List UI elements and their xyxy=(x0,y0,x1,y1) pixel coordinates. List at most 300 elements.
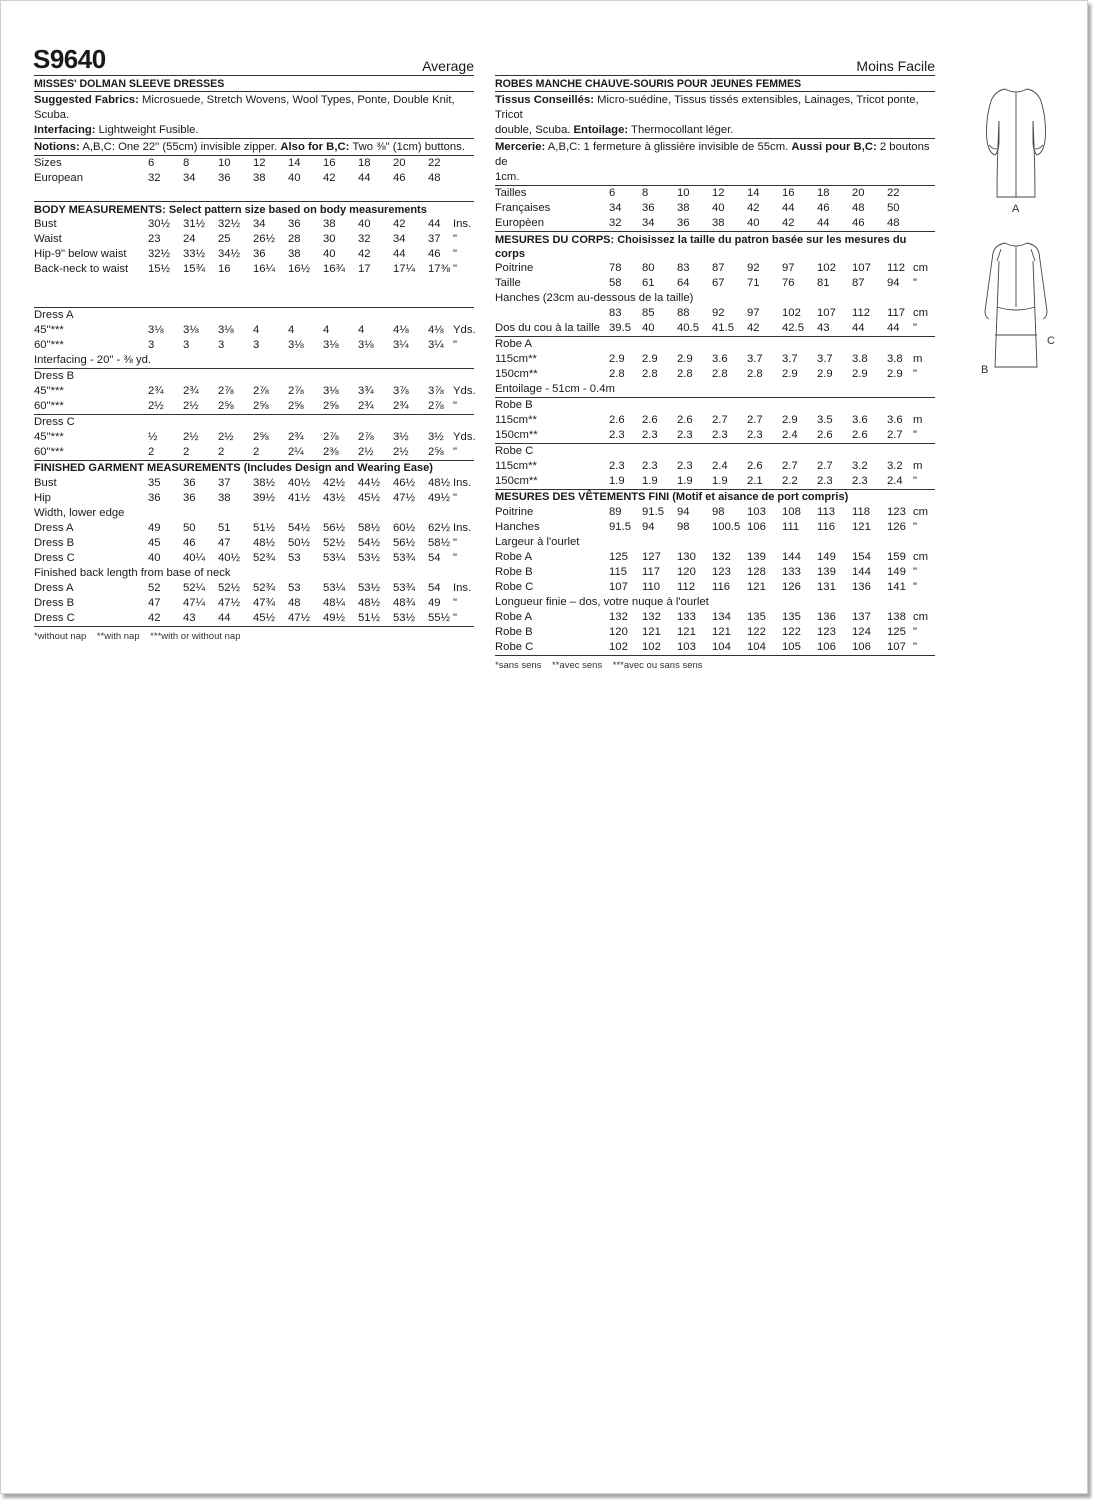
english-length-rows xyxy=(34,581,474,626)
table-cell: 2.3 xyxy=(852,475,868,487)
unit-label: " xyxy=(913,521,918,533)
table-cell: 23 xyxy=(148,233,161,245)
robe-b-yardage xyxy=(495,413,935,443)
table-cell: 2.9 xyxy=(887,368,903,380)
table-cell: 40 xyxy=(747,217,760,229)
table-cell: 3.2 xyxy=(852,460,868,472)
row-label: 60"*** xyxy=(34,446,64,458)
table-cell: 3.6 xyxy=(712,353,728,365)
unit-label: " xyxy=(913,277,918,289)
table-cell: 116 xyxy=(817,521,836,533)
table-cell: 2½ xyxy=(218,431,234,443)
table-cell: 2.3 xyxy=(712,429,728,441)
french-length-label: Longueur finie – dos, votre nuque à l'ourlet xyxy=(495,596,709,608)
table-cell: 36 xyxy=(253,248,266,260)
table-cell: 2.4 xyxy=(782,429,798,441)
unit-label: " xyxy=(913,322,918,334)
table-cell: 48 xyxy=(887,217,900,229)
french-fabrics: Tissus Conseillés: Micro-suédine, Tissus tissés extensibles, Lainages, Tricot ponte, Tricot double, Scuba. Entoilage: Thermocollant léger. xyxy=(495,92,935,139)
dress-b-yardage xyxy=(34,384,474,414)
table-cell: 126 xyxy=(887,521,906,533)
table-cell: 94 xyxy=(887,277,900,289)
table-cell: 2.3 xyxy=(609,460,625,472)
table-cell: 48¼ xyxy=(323,597,345,609)
table-cell: 20 xyxy=(393,157,406,169)
table-cell: 44 xyxy=(887,322,900,334)
table-cell: 44 xyxy=(218,612,231,624)
table-cell: 3⅛ xyxy=(323,339,339,351)
table-cell: 104 xyxy=(747,641,766,653)
table-cell: 40 xyxy=(358,218,371,230)
table-cell: 36 xyxy=(148,492,161,504)
table-cell: 94 xyxy=(642,521,655,533)
row-label: Hip xyxy=(34,492,51,504)
table-cell: 52¾ xyxy=(253,582,275,594)
row-label: Bust xyxy=(34,477,57,489)
table-cell: 2.8 xyxy=(712,368,728,380)
unit-label: cm xyxy=(913,611,929,623)
table-cell: 117 xyxy=(642,566,661,578)
table-cell: 2½ xyxy=(393,446,409,458)
table-cell: 48 xyxy=(288,597,301,609)
table-cell: 42 xyxy=(747,202,760,214)
table-cell: 41.5 xyxy=(712,322,734,334)
table-cell: 50½ xyxy=(288,537,310,549)
unit-label: " xyxy=(913,566,918,578)
robe-a-yardage-label: Robe A xyxy=(495,338,533,350)
table-cell: 2.4 xyxy=(712,460,728,472)
table-cell: 2.9 xyxy=(782,368,798,380)
unit-label: " xyxy=(453,400,458,412)
table-row xyxy=(495,550,935,565)
table-cell: 24 xyxy=(183,233,196,245)
table-cell: 2.7 xyxy=(887,429,903,441)
dress-c-yardage xyxy=(34,430,474,460)
table-cell: 115 xyxy=(609,566,628,578)
table-cell: 47½ xyxy=(288,612,310,624)
table-cell: 3⅛ xyxy=(288,339,304,351)
table-cell: 120 xyxy=(609,626,628,638)
table-cell: 33½ xyxy=(183,248,205,260)
garment-line-drawings xyxy=(961,81,1071,381)
unit-label: Ins. xyxy=(453,218,472,230)
row-label: 45"*** xyxy=(34,431,64,443)
unit-label: " xyxy=(453,597,458,609)
table-cell: 112 xyxy=(887,262,906,274)
table-cell: 149 xyxy=(817,551,836,563)
table-cell: 2.3 xyxy=(609,429,625,441)
table-cell: 3⅛ xyxy=(218,324,234,336)
row-label: Waist xyxy=(34,233,62,245)
unit-label: Yds. xyxy=(453,324,476,336)
table-cell: 2⅝ xyxy=(428,446,444,458)
table-cell: 2.3 xyxy=(817,475,833,487)
table-cell: 3.7 xyxy=(782,353,798,365)
table-cell: 105 xyxy=(782,641,801,653)
english-finished-title: FINISHED GARMENT MEASUREMENTS (Includes Design and Wearing Ease) xyxy=(34,462,433,474)
table-row xyxy=(34,384,474,399)
unit-label: cm xyxy=(913,506,929,518)
table-cell: 18 xyxy=(817,187,830,199)
table-cell: 2.8 xyxy=(747,368,763,380)
table-cell: 132 xyxy=(712,551,731,563)
unit-label: cm xyxy=(913,307,929,319)
table-row xyxy=(495,413,935,428)
table-row xyxy=(34,232,474,247)
row-label: Hip-9" below waist xyxy=(34,248,127,260)
table-cell: 2.9 xyxy=(782,414,798,426)
table-cell: 42 xyxy=(393,218,406,230)
table-cell: 125 xyxy=(609,551,628,563)
table-cell: 60½ xyxy=(393,522,415,534)
table-cell: 2¾ xyxy=(358,400,374,412)
table-cell: 53¾ xyxy=(393,552,415,564)
table-cell: 1.9 xyxy=(677,475,693,487)
table-cell: 3.6 xyxy=(852,414,868,426)
table-cell: 17⅜ xyxy=(428,263,450,275)
unit-label: " xyxy=(453,492,458,504)
table-cell: 107 xyxy=(817,307,836,319)
table-cell: 2.2 xyxy=(782,475,798,487)
table-cell: 2¾ xyxy=(393,400,409,412)
table-cell: 138 xyxy=(887,611,906,623)
table-cell: 16½ xyxy=(288,263,310,275)
table-cell: 40½ xyxy=(288,477,310,489)
table-cell: 3⅛ xyxy=(183,324,199,336)
row-label: 45"*** xyxy=(34,385,64,397)
table-cell: 44 xyxy=(817,217,830,229)
table-cell: 2⅞ xyxy=(253,385,269,397)
row-label: 150cm** xyxy=(495,429,538,441)
table-cell: 44 xyxy=(852,322,865,334)
table-cell: 3¾ xyxy=(358,385,374,397)
table-cell: 64 xyxy=(677,277,690,289)
table-cell: 47 xyxy=(218,537,231,549)
table-cell: 2.3 xyxy=(642,460,658,472)
table-cell: 49½ xyxy=(323,612,345,624)
table-cell: 4⅛ xyxy=(428,324,444,336)
unit-label: m xyxy=(913,353,923,365)
table-cell: 112 xyxy=(852,307,871,319)
table-cell: 116 xyxy=(712,581,731,593)
table-cell: 2.3 xyxy=(747,429,763,441)
row-label: 115cm** xyxy=(495,414,537,426)
table-cell: 3 xyxy=(253,339,260,351)
table-cell: 132 xyxy=(642,611,661,623)
table-cell: 22 xyxy=(887,187,900,199)
row-label: 115cm** xyxy=(495,353,537,365)
table-row xyxy=(495,321,935,336)
table-cell: 108 xyxy=(782,506,801,518)
table-cell: 3.5 xyxy=(817,414,833,426)
unit-label: " xyxy=(913,475,918,487)
table-cell: 45½ xyxy=(358,492,380,504)
row-label: Robe B xyxy=(495,566,533,578)
table-cell: 2⅝ xyxy=(323,400,339,412)
table-cell: 47¾ xyxy=(253,597,275,609)
unit-label: Ins. xyxy=(453,582,472,594)
table-row xyxy=(34,551,474,566)
table-cell: 41½ xyxy=(288,492,310,504)
table-cell: 16 xyxy=(782,187,795,199)
table-cell: 136 xyxy=(817,611,836,623)
view-label-c: C xyxy=(1047,335,1055,347)
row-label: 60"*** xyxy=(34,400,64,412)
table-cell: 54 xyxy=(428,582,441,594)
table-cell: 102 xyxy=(817,262,836,274)
table-cell: 43 xyxy=(817,322,830,334)
robe-c-yardage-label: Robe C xyxy=(495,445,534,457)
table-cell: 2.8 xyxy=(609,368,625,380)
table-cell: 34 xyxy=(642,217,655,229)
table-cell: 2⅝ xyxy=(218,400,234,412)
table-cell: 44½ xyxy=(358,477,380,489)
table-cell: 106 xyxy=(747,521,766,533)
row-label: Poitrine xyxy=(495,262,534,274)
table-cell: 2⅝ xyxy=(253,431,269,443)
table-cell: 135 xyxy=(782,611,801,623)
row-label: Robe B xyxy=(495,626,533,638)
table-cell: 52¼ xyxy=(183,582,205,594)
unit-label: " xyxy=(453,248,458,260)
table-cell: 44 xyxy=(428,218,441,230)
table-row xyxy=(34,611,474,626)
table-cell: 2⅞ xyxy=(218,385,234,397)
row-label: Dress B xyxy=(34,597,75,609)
table-cell: 111 xyxy=(782,521,800,533)
table-row xyxy=(495,201,935,216)
table-cell: 2 xyxy=(253,446,260,458)
english-column xyxy=(34,45,474,643)
table-cell: 39.5 xyxy=(609,322,631,334)
table-cell: 51½ xyxy=(358,612,380,624)
table-cell: 159 xyxy=(887,551,906,563)
row-label: Taille xyxy=(495,277,521,289)
unit-label: " xyxy=(453,537,458,549)
row-label: Robe C xyxy=(495,581,534,593)
table-cell: 58 xyxy=(609,277,622,289)
english-width-rows xyxy=(34,521,474,566)
table-cell: 3⅛ xyxy=(323,385,339,397)
table-cell: 83 xyxy=(677,262,690,274)
english-title: MISSES' DOLMAN SLEEVE DRESSES xyxy=(34,76,474,92)
table-cell: 106 xyxy=(817,641,836,653)
table-cell: 133 xyxy=(782,566,801,578)
table-cell: 91.5 xyxy=(642,506,664,518)
table-cell: 53¼ xyxy=(323,582,345,594)
table-cell: 40 xyxy=(288,172,301,184)
table-cell: 32 xyxy=(609,217,622,229)
dress-a-yardage xyxy=(34,323,474,353)
table-cell: 40¼ xyxy=(183,552,205,564)
table-cell: 44 xyxy=(393,248,406,260)
table-cell: 32½ xyxy=(218,218,240,230)
table-cell: 2 xyxy=(148,446,155,458)
french-body-measurements xyxy=(495,261,935,291)
unit-label: " xyxy=(453,339,458,351)
table-cell: 20 xyxy=(852,187,865,199)
row-label: Poitrine xyxy=(495,506,534,518)
row-label: 45"*** xyxy=(34,324,64,336)
view-label-a: A xyxy=(1012,203,1020,215)
table-cell: 53¾ xyxy=(393,582,415,594)
table-cell: 37 xyxy=(428,233,441,245)
table-cell: 38 xyxy=(218,492,231,504)
table-cell: 123 xyxy=(817,626,836,638)
french-column xyxy=(495,45,935,672)
unit-label: cm xyxy=(913,551,929,563)
row-label: Hanches xyxy=(495,521,540,533)
row-label: Tailles xyxy=(495,187,527,199)
table-cell: 16¼ xyxy=(253,263,275,275)
table-cell: 58½ xyxy=(358,522,380,534)
table-row xyxy=(34,491,474,506)
table-cell: 3½ xyxy=(428,431,444,443)
table-cell: 56½ xyxy=(323,522,345,534)
table-cell: 44 xyxy=(358,172,371,184)
table-cell: 2.4 xyxy=(887,475,903,487)
english-sizes-table xyxy=(34,156,474,186)
table-cell: 2⅝ xyxy=(288,400,304,412)
table-cell: 2¾ xyxy=(183,385,199,397)
unit-label: Yds. xyxy=(453,385,476,397)
table-cell: 121 xyxy=(852,521,871,533)
table-row xyxy=(495,459,935,474)
table-cell: 3⅞ xyxy=(428,385,444,397)
table-cell: 35 xyxy=(148,477,161,489)
table-cell: 34 xyxy=(609,202,622,214)
french-back-row xyxy=(495,321,935,336)
table-cell: 46 xyxy=(183,537,196,549)
table-row xyxy=(34,156,474,171)
table-cell: 122 xyxy=(747,626,766,638)
table-cell: 2¾ xyxy=(288,431,304,443)
unit-label: " xyxy=(913,581,918,593)
table-row xyxy=(34,430,474,445)
table-cell: 40½ xyxy=(218,552,240,564)
table-cell: 2½ xyxy=(183,431,199,443)
table-cell: 38 xyxy=(677,202,690,214)
table-cell: 154 xyxy=(852,551,871,563)
table-cell: 52½ xyxy=(218,582,240,594)
table-cell: 46 xyxy=(817,202,830,214)
table-cell: 3.7 xyxy=(747,353,763,365)
table-cell: 3½ xyxy=(393,431,409,443)
table-cell: 3 xyxy=(148,339,155,351)
table-cell: 38 xyxy=(253,172,266,184)
table-cell: 54 xyxy=(428,552,441,564)
table-cell: 48 xyxy=(852,202,865,214)
table-cell: 4 xyxy=(358,324,365,336)
table-row xyxy=(34,596,474,611)
table-cell: 2.7 xyxy=(817,460,833,472)
table-cell: 97 xyxy=(747,307,760,319)
table-cell: 2.9 xyxy=(677,353,693,365)
table-cell: 121 xyxy=(747,581,766,593)
table-cell: 32 xyxy=(358,233,371,245)
table-cell: 83 xyxy=(609,307,622,319)
table-cell: 45 xyxy=(148,537,161,549)
table-cell: 1.9 xyxy=(712,475,728,487)
table-cell: 97 xyxy=(782,262,795,274)
french-finished-measurements xyxy=(495,505,935,535)
table-cell: 1.9 xyxy=(642,475,658,487)
table-cell: 110 xyxy=(642,581,661,593)
table-row xyxy=(34,323,474,338)
table-cell: 34 xyxy=(393,233,406,245)
table-cell: 14 xyxy=(288,157,301,169)
row-label: European xyxy=(34,172,83,184)
table-cell: 141 xyxy=(887,581,906,593)
table-cell: 48¾ xyxy=(393,597,415,609)
table-row xyxy=(495,565,935,580)
table-cell: 121 xyxy=(712,626,731,638)
english-notions: Notions: A,B,C: One 22" (55cm) invisible zipper. Also for B,C: Two ⅜" (1cm) buttons. xyxy=(34,139,474,156)
table-cell: 58½ xyxy=(428,537,450,549)
table-cell: 6 xyxy=(609,187,616,199)
table-cell: 30 xyxy=(323,233,336,245)
table-row xyxy=(34,521,474,536)
table-cell: 53 xyxy=(288,582,301,594)
row-label: Robe A xyxy=(495,611,533,623)
french-footnote: *sans sens **avec sens ***avec ou sans sens xyxy=(495,660,703,671)
dress-a-interfacing: Interfacing - 20" - ⅜ yd. xyxy=(34,353,474,369)
table-cell: 51½ xyxy=(253,522,275,534)
table-cell: 56½ xyxy=(393,537,415,549)
unit-label: cm xyxy=(913,262,929,274)
table-cell: 2.6 xyxy=(852,429,868,441)
table-cell: 121 xyxy=(642,626,661,638)
row-label: 115cm** xyxy=(495,460,537,472)
unit-label: m xyxy=(913,414,923,426)
pattern-number: S9640 xyxy=(33,44,106,74)
table-cell: 25 xyxy=(218,233,231,245)
unit-label: " xyxy=(913,641,918,653)
french-length-rows xyxy=(495,610,935,655)
table-cell: 22 xyxy=(428,157,441,169)
table-row xyxy=(495,186,935,201)
table-cell: 48½ xyxy=(253,537,275,549)
table-cell: 15½ xyxy=(148,263,170,275)
row-label: Dress B xyxy=(34,537,75,549)
unit-label: " xyxy=(453,233,458,245)
table-cell: 2.7 xyxy=(782,460,798,472)
table-row xyxy=(34,247,474,262)
table-cell: 103 xyxy=(677,641,696,653)
row-label: Dress A xyxy=(34,522,74,534)
table-cell: 3.2 xyxy=(887,460,903,472)
table-cell: 53¼ xyxy=(323,552,345,564)
table-cell: 28 xyxy=(288,233,301,245)
table-cell: 45½ xyxy=(253,612,275,624)
french-hip-label: Hanches (23cm au-dessous de la taille) xyxy=(495,292,694,304)
table-cell: 124 xyxy=(852,626,871,638)
table-cell: 49½ xyxy=(428,492,450,504)
table-cell: 48½ xyxy=(358,597,380,609)
table-cell: 92 xyxy=(712,307,725,319)
table-cell: 2.6 xyxy=(817,429,833,441)
table-row xyxy=(34,217,474,232)
difficulty-level-fr: Moins Facile xyxy=(856,58,935,74)
table-cell: 4 xyxy=(253,324,260,336)
table-cell: 8 xyxy=(183,157,190,169)
table-cell: 52 xyxy=(148,582,161,594)
robe-a-interfacing: Entoilage - 51cm - 0.4m xyxy=(495,382,935,398)
table-cell: 3.7 xyxy=(817,353,833,365)
table-cell: 53½ xyxy=(393,612,415,624)
unit-label: " xyxy=(453,552,458,564)
table-cell: 46 xyxy=(393,172,406,184)
